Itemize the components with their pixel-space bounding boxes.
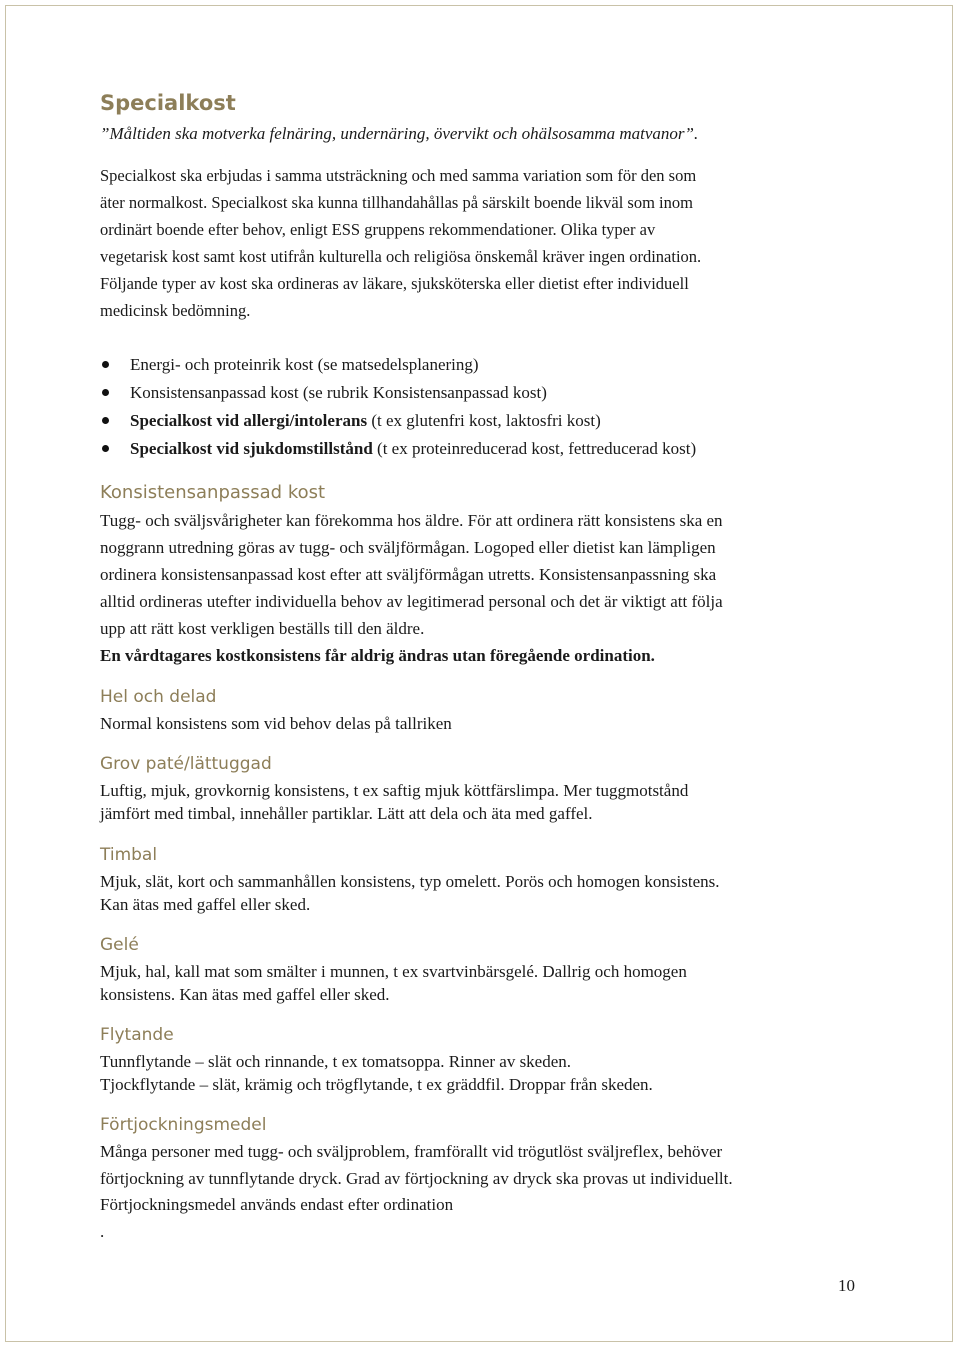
subheading-hel-och-delad: Hel och delad (100, 687, 217, 707)
paragraph-line: äter normalkost. Specialkost ska kunna tillhandahållas på särskilt boende likväl som inom (100, 193, 693, 212)
bullet-dot (102, 389, 109, 396)
paragraph-line: Följande typer av kost ska ordineras av läkare, sjuksköterska eller dietist efter individuell (100, 274, 689, 293)
section-heading-specialkost: Specialkost (100, 91, 236, 115)
paragraph-line: jämfört med timbal, innehåller partiklar. Lätt att dela och äta med gaffel. (100, 804, 593, 823)
subheading-gele: Gelé (100, 935, 139, 955)
bullet-dot (102, 445, 109, 452)
bullet-item: Specialkost vid sjukdomstillstånd (t ex proteinreducerad kost, fettreducerad kost) (130, 439, 697, 458)
paragraph-line: Mjuk, hal, kall mat som smälter i munnen, t ex svartvinbärsgelé. Dallrig och homogen (100, 962, 687, 981)
bullet-item: Konsistensanpassad kost (se rubrik Konsistensanpassad kost) (130, 383, 547, 402)
subheading-fortjockningsmedel: Förtjockningsmedel (100, 1115, 267, 1135)
section-heading-konsistensanpassad: Konsistensanpassad kost (100, 482, 326, 503)
paragraph-line: Kan ätas med gaffel eller sked. (100, 895, 311, 914)
paragraph-line: konsistens. Kan ätas med gaffel eller sked. (100, 985, 390, 1004)
bullet-item: Energi- och proteinrik kost (se matsedelsplanering) (130, 355, 479, 374)
paragraph-line: Luftig, mjuk, grovkornig konsistens, t ex saftig mjuk köttfärslimpa. Mer tuggmotstånd (100, 781, 689, 800)
subheading-flytande: Flytande (100, 1025, 174, 1045)
paragraph-line: förtjockning av tunnflytande dryck. Grad av förtjockning av dryck ska provas ut individuellt. (100, 1169, 733, 1188)
paragraph-line: upp att rätt kost verkligen beställs till den äldre. (100, 619, 425, 638)
paragraph-line: Mjuk, slät, kort och sammanhållen konsistens, typ omelett. Porös och homogen konsistens. (100, 872, 720, 891)
quote: ”Måltiden ska motverka felnäring, undernäring, övervikt och ohälsosamma matvanor”. (100, 124, 699, 143)
bullet-item: Specialkost vid allergi/intolerans (t ex glutenfri kost, laktosfri kost) (130, 411, 601, 430)
paragraph-line: medicinsk bedömning. (100, 301, 251, 320)
paragraph-line: Många personer med tugg- och sväljproblem, framförallt vid trögutlöst sväljreflex, behöver (100, 1142, 723, 1161)
paragraph-line: Specialkost ska erbjudas i samma utsträckning och med samma variation som för den som (100, 166, 697, 185)
subheading-timbal: Timbal (100, 845, 158, 865)
paragraph-line: Tunnflytande – slät och rinnande, t ex tomatsoppa. Rinner av skeden. (100, 1052, 572, 1071)
page-number: 10 (838, 1276, 855, 1295)
bullet-dot (102, 361, 109, 368)
bold-rule: En vårdtagares kostkonsistens får aldrig ändras utan föregående ordination. (100, 646, 655, 665)
paragraph-line: Tugg- och sväljsvårigheter kan förekomma hos äldre. För att ordinera rätt konsistens ska en (100, 511, 723, 530)
paragraph-line: ordinärt boende efter behov, enligt ESS gruppens rekommendationer. Olika typer av (100, 220, 656, 239)
bullet-dot (102, 417, 109, 424)
paragraph-line: noggrann utredning göras av tugg- och sväljförmågan. Logoped eller dietist kan lämpligen (100, 538, 716, 557)
paragraph-line: Förtjockningsmedel används endast efter ordination (100, 1195, 454, 1214)
paragraph-line: vegetarisk kost samt kost utifrån kulturella och religiösa önskemål kräver ingen ordination. (100, 247, 702, 266)
paragraph-line: Tjockflytande – slät, krämig och trögflytande, t ex gräddfil. Droppar från skeden. (100, 1075, 653, 1094)
paragraph-line: . (100, 1222, 105, 1241)
subheading-grov-pate: Grov paté/lättuggad (100, 754, 272, 774)
paragraph-line: alltid ordineras utefter individuella behov av legitimerad personal och det är viktigt att följa (100, 592, 723, 611)
paragraph-line: ordinera konsistensanpassad kost efter att sväljförmågan utretts. Konsistensanpassning ska (100, 565, 717, 584)
paragraph-line: Normal konsistens som vid behov delas på tallriken (100, 714, 452, 733)
